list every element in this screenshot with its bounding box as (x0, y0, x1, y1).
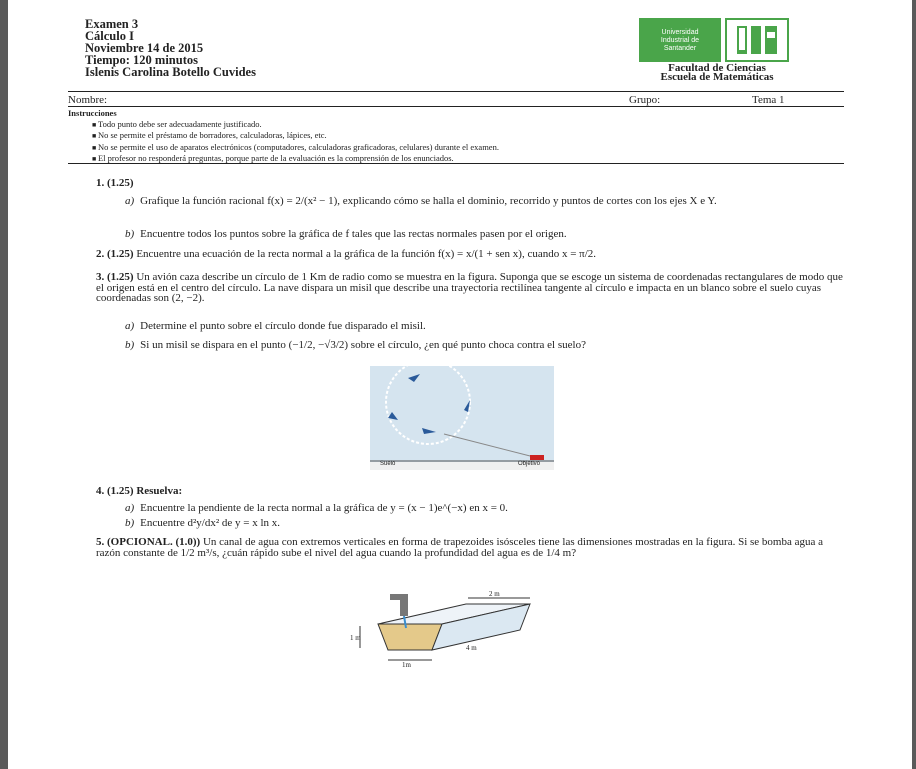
target-label: Objetivo (518, 461, 541, 467)
divider (68, 91, 844, 92)
instructions-title: Instrucciones (68, 108, 117, 118)
faculty-name: Facultad de Ciencias (668, 62, 766, 74)
divider (68, 106, 844, 107)
exam-page (8, 0, 912, 769)
length-label: 4 m (466, 644, 477, 652)
trough-figure (348, 584, 538, 672)
faculty-block (632, 64, 802, 82)
logo-text: Santander (663, 45, 697, 52)
ground-label: Suelo (380, 461, 396, 467)
question-3 (96, 272, 844, 304)
header-line: Islenis Carolina Botello Cuvides (85, 65, 256, 79)
instruction-item: ■ No se permite el préstamo de borradores, calculadoras, lápices, etc. (92, 130, 499, 142)
question-1 (96, 178, 844, 189)
instruction-item: ■ Todo punto debe ser adecuadamente justificado. (92, 119, 499, 131)
question-text: Un canal de agua con extremos verticales en forma de trapezoides isósceles tiene las dimensiones mostradas en la figura. Si se bomba agua a razón constante de 1/2 m³/s, ¿cuán rápido sube el nivel del agua cuando la profundidad del agua es de 1/4 m? (96, 536, 823, 559)
question-text: Un avión caza describe un círculo de 1 Km de radio como se muestra en la figura. Suponga que se escoge un sistema de coordenadas rectangulares de modo que el origen está en el centro del círculo. La nave dispara un misil que describe una trayectoria rectilínea tangente al círculo e impacta en un blanco sobre el suelo cuyas coordenadas son (2, −2). (96, 271, 843, 304)
question-1a: a) Grafique la función racional f(x) = 2/(x² − 1), explicando cómo se halla el dominio, recorrido y puntos de cortes con los ejes X e Y. (125, 195, 717, 207)
divider (68, 163, 844, 164)
question-heading: 5. (OPCIONAL. (1.0)) (96, 536, 201, 548)
exam-header (85, 18, 256, 78)
school-name: Escuela de Matemáticas (660, 71, 774, 83)
question-text: Encuentre d²y/dx² de y = x ln x. (140, 517, 281, 529)
uis-logo-mark (725, 18, 789, 62)
group-label: Grupo: (629, 94, 661, 106)
logo-text: Universidad (661, 29, 699, 36)
question-heading: 4. (1.25) Resuelva: (96, 485, 183, 497)
question-text: Si un misil se dispara en el punto (−1/2, −√3/2) sobre el círculo, ¿en qué punto choca contra el suelo? (140, 339, 586, 351)
question-5 (96, 537, 844, 558)
name-label: Nombre: (68, 94, 108, 106)
logo-text: Industrial de (660, 37, 700, 44)
instruction-item: ■ El profesor no responderá preguntas, porque parte de la evaluación es la comprensión de los enunciados. (92, 153, 499, 165)
header-line: Noviembre 14 de 2015 (85, 41, 204, 55)
question-text: Encuentre todos los puntos sobre la gráfica de f tales que las rectas normales pasen por el origen. (140, 228, 567, 240)
instructions (68, 108, 499, 165)
theme-label: Tema 1 (752, 94, 785, 106)
top-width-label: 2 m (489, 590, 500, 598)
question-3b: b) Si un misil se dispara en el punto (−1/2, −√3/2) sobre el círculo, ¿en qué punto choca contra el suelo? (125, 339, 586, 351)
question-text: Encuentre una ecuación de la recta normal a la gráfica de la función f(x) = x/(1 + sen x), cuando x = π/2. (136, 248, 597, 260)
question-2 (96, 249, 844, 260)
instruction-item: ■ No se permite el uso de aparatos electrónicos (computadores, calculadoras graficadoras, celulares) durante el examen. (92, 142, 499, 154)
university-logo (639, 18, 789, 62)
question-1b: b) Encuentre todos los puntos sobre la gráfica de f tales que las rectas normales pasen por el origen. (125, 228, 567, 240)
question-4a: a) Encuentre la pendiente de la recta normal a la gráfica de y = (x − 1)e^(−x) en x = 0. (125, 502, 508, 514)
question-heading: 3. (1.25) (96, 271, 134, 283)
question-heading: 2. (1.25) (96, 248, 134, 260)
bottom-width-label: 1m (402, 661, 411, 669)
question-4b: b) Encuentre d²y/dx² de y = x ln x. (125, 517, 281, 529)
question-4 (96, 486, 844, 497)
question-text: Grafique la función racional f(x) = 2/(x² − 1), explicando cómo se halla el dominio, recorrido y puntos de cortes con los ejes X e Y. (140, 195, 717, 207)
jet-circle-figure (370, 366, 554, 470)
question-text: Encuentre la pendiente de la recta normal a la gráfica de y = (x − 1)e^(−x) en x = 0. (140, 502, 508, 514)
logo-text-block (639, 18, 721, 62)
header-line: Cálculo I (85, 29, 134, 43)
height-label: 1 m (350, 634, 361, 642)
question-3a: a) Determine el punto sobre el círculo donde fue disparado el misil. (125, 320, 426, 332)
question-heading: 1. (1.25) (96, 177, 134, 189)
question-text: Determine el punto sobre el círculo donde fue disparado el misil. (140, 320, 426, 332)
header-line: Tiempo: 120 minutos (85, 53, 198, 67)
header-line: Examen 3 (85, 17, 139, 31)
